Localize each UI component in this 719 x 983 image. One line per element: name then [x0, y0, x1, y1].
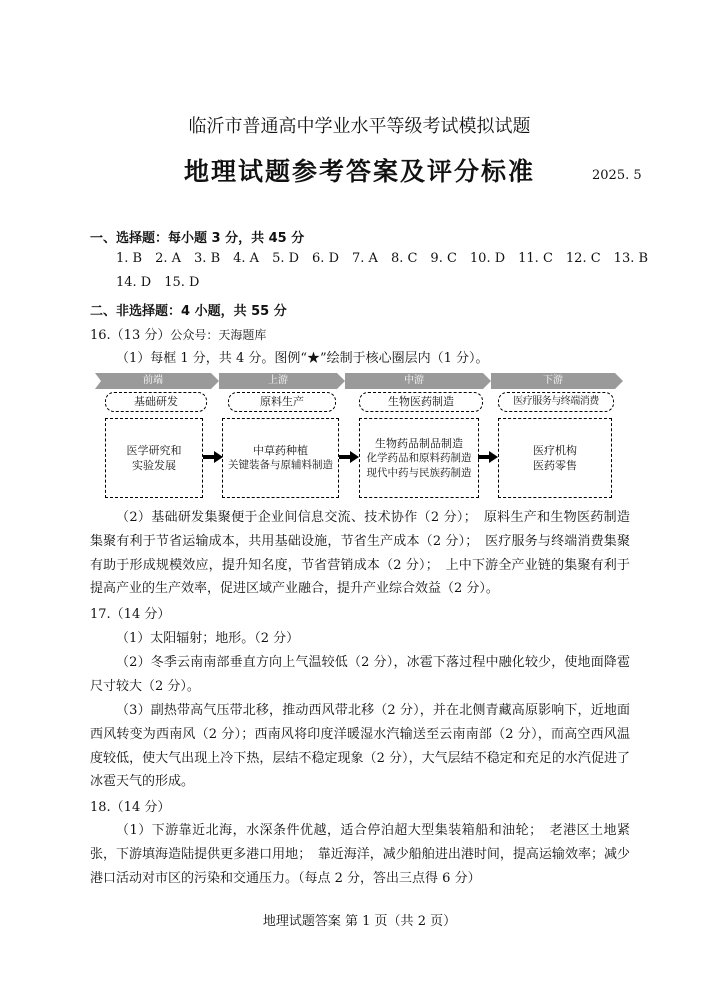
q17-answer-3: （3）副热带高气压带北移，推动西风带北移（2 分），并在北侧青藏高原影响下，近地面西风转变为西南风（2 分）；西南风将印度洋暖湿水汽输送至云南南部（2 分），而高空西风温度较低，使大气出现上冷下热，层结不稳定现象（2 分），大气层结不稳定和充足的水汽促进了冰雹天气的形成。: [90, 703, 630, 790]
answer-item: 9. C: [430, 251, 457, 266]
tag-medical-service: 医疗服务与终端消费: [498, 392, 614, 412]
answer-item: 1. B: [116, 251, 143, 266]
answer-item: 3. B: [194, 251, 221, 266]
stage-downstream: 下游: [491, 373, 615, 389]
answer-item: 12. C: [565, 251, 601, 266]
document-title: 地理试题参考答案及评分标准: [183, 157, 535, 186]
flow-arrow: [203, 453, 223, 461]
answer-item: 5. D: [272, 251, 300, 266]
q18-heading: 18.（14 分）: [90, 800, 171, 815]
watermark-text: 公众号：天海题库: [170, 328, 267, 342]
answer-item: 10. D: [469, 251, 506, 266]
document-date: 2025. 5: [592, 168, 642, 183]
stage-frontend: 前端: [95, 373, 211, 389]
box-line: 医疗机构: [533, 444, 577, 457]
box-midstream: [359, 418, 479, 498]
answer-item: 14. D: [116, 275, 152, 290]
answer-item: 7. A: [352, 251, 378, 266]
flow-arrow: [339, 453, 359, 461]
exam-subtitle: 临沂市普通高中学业水平等级考试模拟试题: [188, 116, 531, 137]
flow-arrow: [478, 453, 498, 461]
box-line: 现代中药与民族药制造: [366, 466, 472, 479]
answer-item: 4. A: [233, 251, 260, 266]
box-downstream: [498, 418, 612, 498]
answer-item: 8. C: [390, 251, 418, 266]
answer-item: 15. D: [164, 275, 200, 290]
box-line: 中草药种植: [253, 444, 308, 457]
q16-answer-2: （2）基础研发集聚便于企业间信息交流、技术协作（2 分）； 原料生产和生物医药制造集聚有利于节省运输成本，共用基础设施，节省生产成本（2 分）； 医疗服务与终端消费集聚有助于形成规模效应，提升知名度，节省营销成本（2 分）； 上中下游全产业链的集聚有利于提高产业的生产效率，促进区域产业融合，提升产业综合效益（2 分）。: [90, 510, 630, 597]
q17-answer-2: （2）冬季云南南部垂直方向上气温较低（2 分），冰雹下落过程中融化较少，使地面降雹尺寸较大（2 分）。: [90, 655, 630, 694]
tag-basic-research: 基础研发: [105, 392, 207, 412]
q18-answer-1: （1）下游靠近北海，水深条件优越，适合停泊超大型集装箱船和油轮； 老港区土地紧张，下游填海造陆提供更多港口用地； 靠近海洋，减少船舶进出港时间，提高运输效率；减少港口活动对市区的污染和交通压力。（每点 2 分，答出三点得 6 分）: [90, 823, 630, 886]
answers-row-1: [116, 251, 661, 266]
answer-item: 13. B: [613, 251, 649, 266]
section-1-heading: 一、选择题：每小题 3 分，共 45 分: [90, 231, 305, 246]
box-line: 实验发展: [132, 459, 176, 472]
answer-item: 11. C: [518, 251, 553, 266]
box-line: 化学药品和原料药制造: [366, 451, 472, 464]
box-line: 医学研究和: [126, 444, 182, 457]
tag-raw-material: 原料生产: [228, 392, 336, 412]
box-line: 生物药品制品制造: [375, 436, 463, 450]
answer-item: 2. A: [155, 251, 182, 266]
box-line: 关键装备与原辅料制造: [228, 459, 333, 471]
stage-upstream: 上游: [219, 373, 337, 389]
section-2-heading: 二、非选择题：4 小题，共 55 分: [90, 304, 287, 319]
answers-row-2: [116, 275, 212, 290]
tag-biomedicine: 生物医药制造: [359, 392, 483, 412]
answer-item: 6. D: [312, 251, 339, 266]
box-upstream: [222, 418, 339, 498]
box-line: 医药零售: [533, 459, 577, 472]
q17-heading: 17.（14 分）: [90, 607, 171, 622]
stage-midstream: 中游: [345, 373, 483, 389]
page-footer: 地理试题答案 第 1 页（共 2 页）: [262, 914, 457, 929]
q16-heading: [90, 324, 266, 343]
q16-number: 16.（13 分）: [90, 328, 171, 343]
box-research: [105, 418, 203, 498]
q17-answer-1: （1）太阳辐射；地形。（2 分）: [116, 631, 300, 646]
q16-answer-1: （1）每框 1 分，共 4 分。图例“★”绘制于核心圈层内（1 分）。: [116, 351, 489, 366]
